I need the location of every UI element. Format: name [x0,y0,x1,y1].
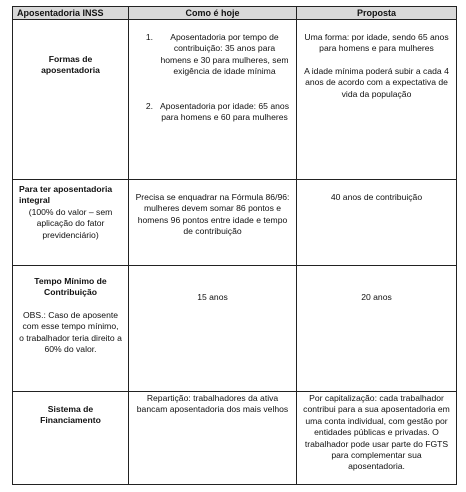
list-text: Aposentadoria por idade: 65 anos para homens e 60 para mulheres [159,100,289,123]
proposal-text: 40 anos de contribuição [330,192,423,202]
proposal-text: 20 anos [361,292,392,302]
header-como-e-hoje: Como é hoje [129,7,297,20]
list-number: 2. [145,100,153,111]
row-label-cell [13,392,129,485]
proposal-paragraph: A idade mínima poderá subir a cada 4 anos de acordo com a expectativa de vida da população [304,65,449,99]
current-text: Precisa se enquadrar na Fórmula 86/96: mulheres devem somar 86 pontos e homens 96 pontos entre idade e tempo de contribuição [135,192,290,237]
table-row [13,180,457,266]
row-label: Tempo Mínimo de Contribuição [34,276,107,298]
proposal-paragraph: Uma forma: por idade, sendo 65 anos para homens e para mulheres [304,32,449,54]
proposal-cell [297,20,457,180]
row-label: Formas de aposentadoria [41,54,100,76]
table-row [13,392,457,485]
row-label: Para ter aposentadoria integral [19,184,113,206]
list-text: Aposentadoria por tempo de contribuição: 35 anos para homens e 30 para mulheres, sem exigência de idade mínima [160,32,289,77]
row-label-note: OBS.: Caso de aposente com esse tempo mínimo, o trabalhador teria direito a 60% do valor. [19,309,122,355]
table-row [13,20,457,180]
table-row [13,266,457,392]
current-cell [129,180,297,266]
proposal-text: Por capitalização: cada trabalhador contribui para a sua aposentadoria em uma conta individual, com gestão por entidades públicas e privadas. O trabalhador pode usar parte do FGTS para complementar sua aposentadoria. [303,393,450,472]
header-row [13,7,457,20]
comparison-table [12,6,457,485]
current-text: Repartição: trabalhadores da ativa bancam aposentadoria dos mais velhos [136,393,289,415]
current-cell [129,392,297,485]
proposal-cell [297,266,457,392]
row-label-cell [13,20,129,180]
row-label: Sistema de Financiamento [40,404,101,426]
list-number: 1. [145,32,153,42]
header-aposentadoria: Aposentadoria INSS [13,7,129,20]
current-cell [129,266,297,392]
proposal-cell [297,180,457,266]
row-label-cell [13,180,129,266]
current-text: 15 anos [197,292,228,302]
current-cell [129,20,297,180]
list-item [135,101,290,124]
proposal-cell [297,392,457,485]
row-label-cell [13,266,129,392]
header-proposta: Proposta [297,7,457,20]
list-item [135,32,290,78]
row-label-note: (100% do valor – sem aplicação do fator previdenciário) [28,206,113,240]
